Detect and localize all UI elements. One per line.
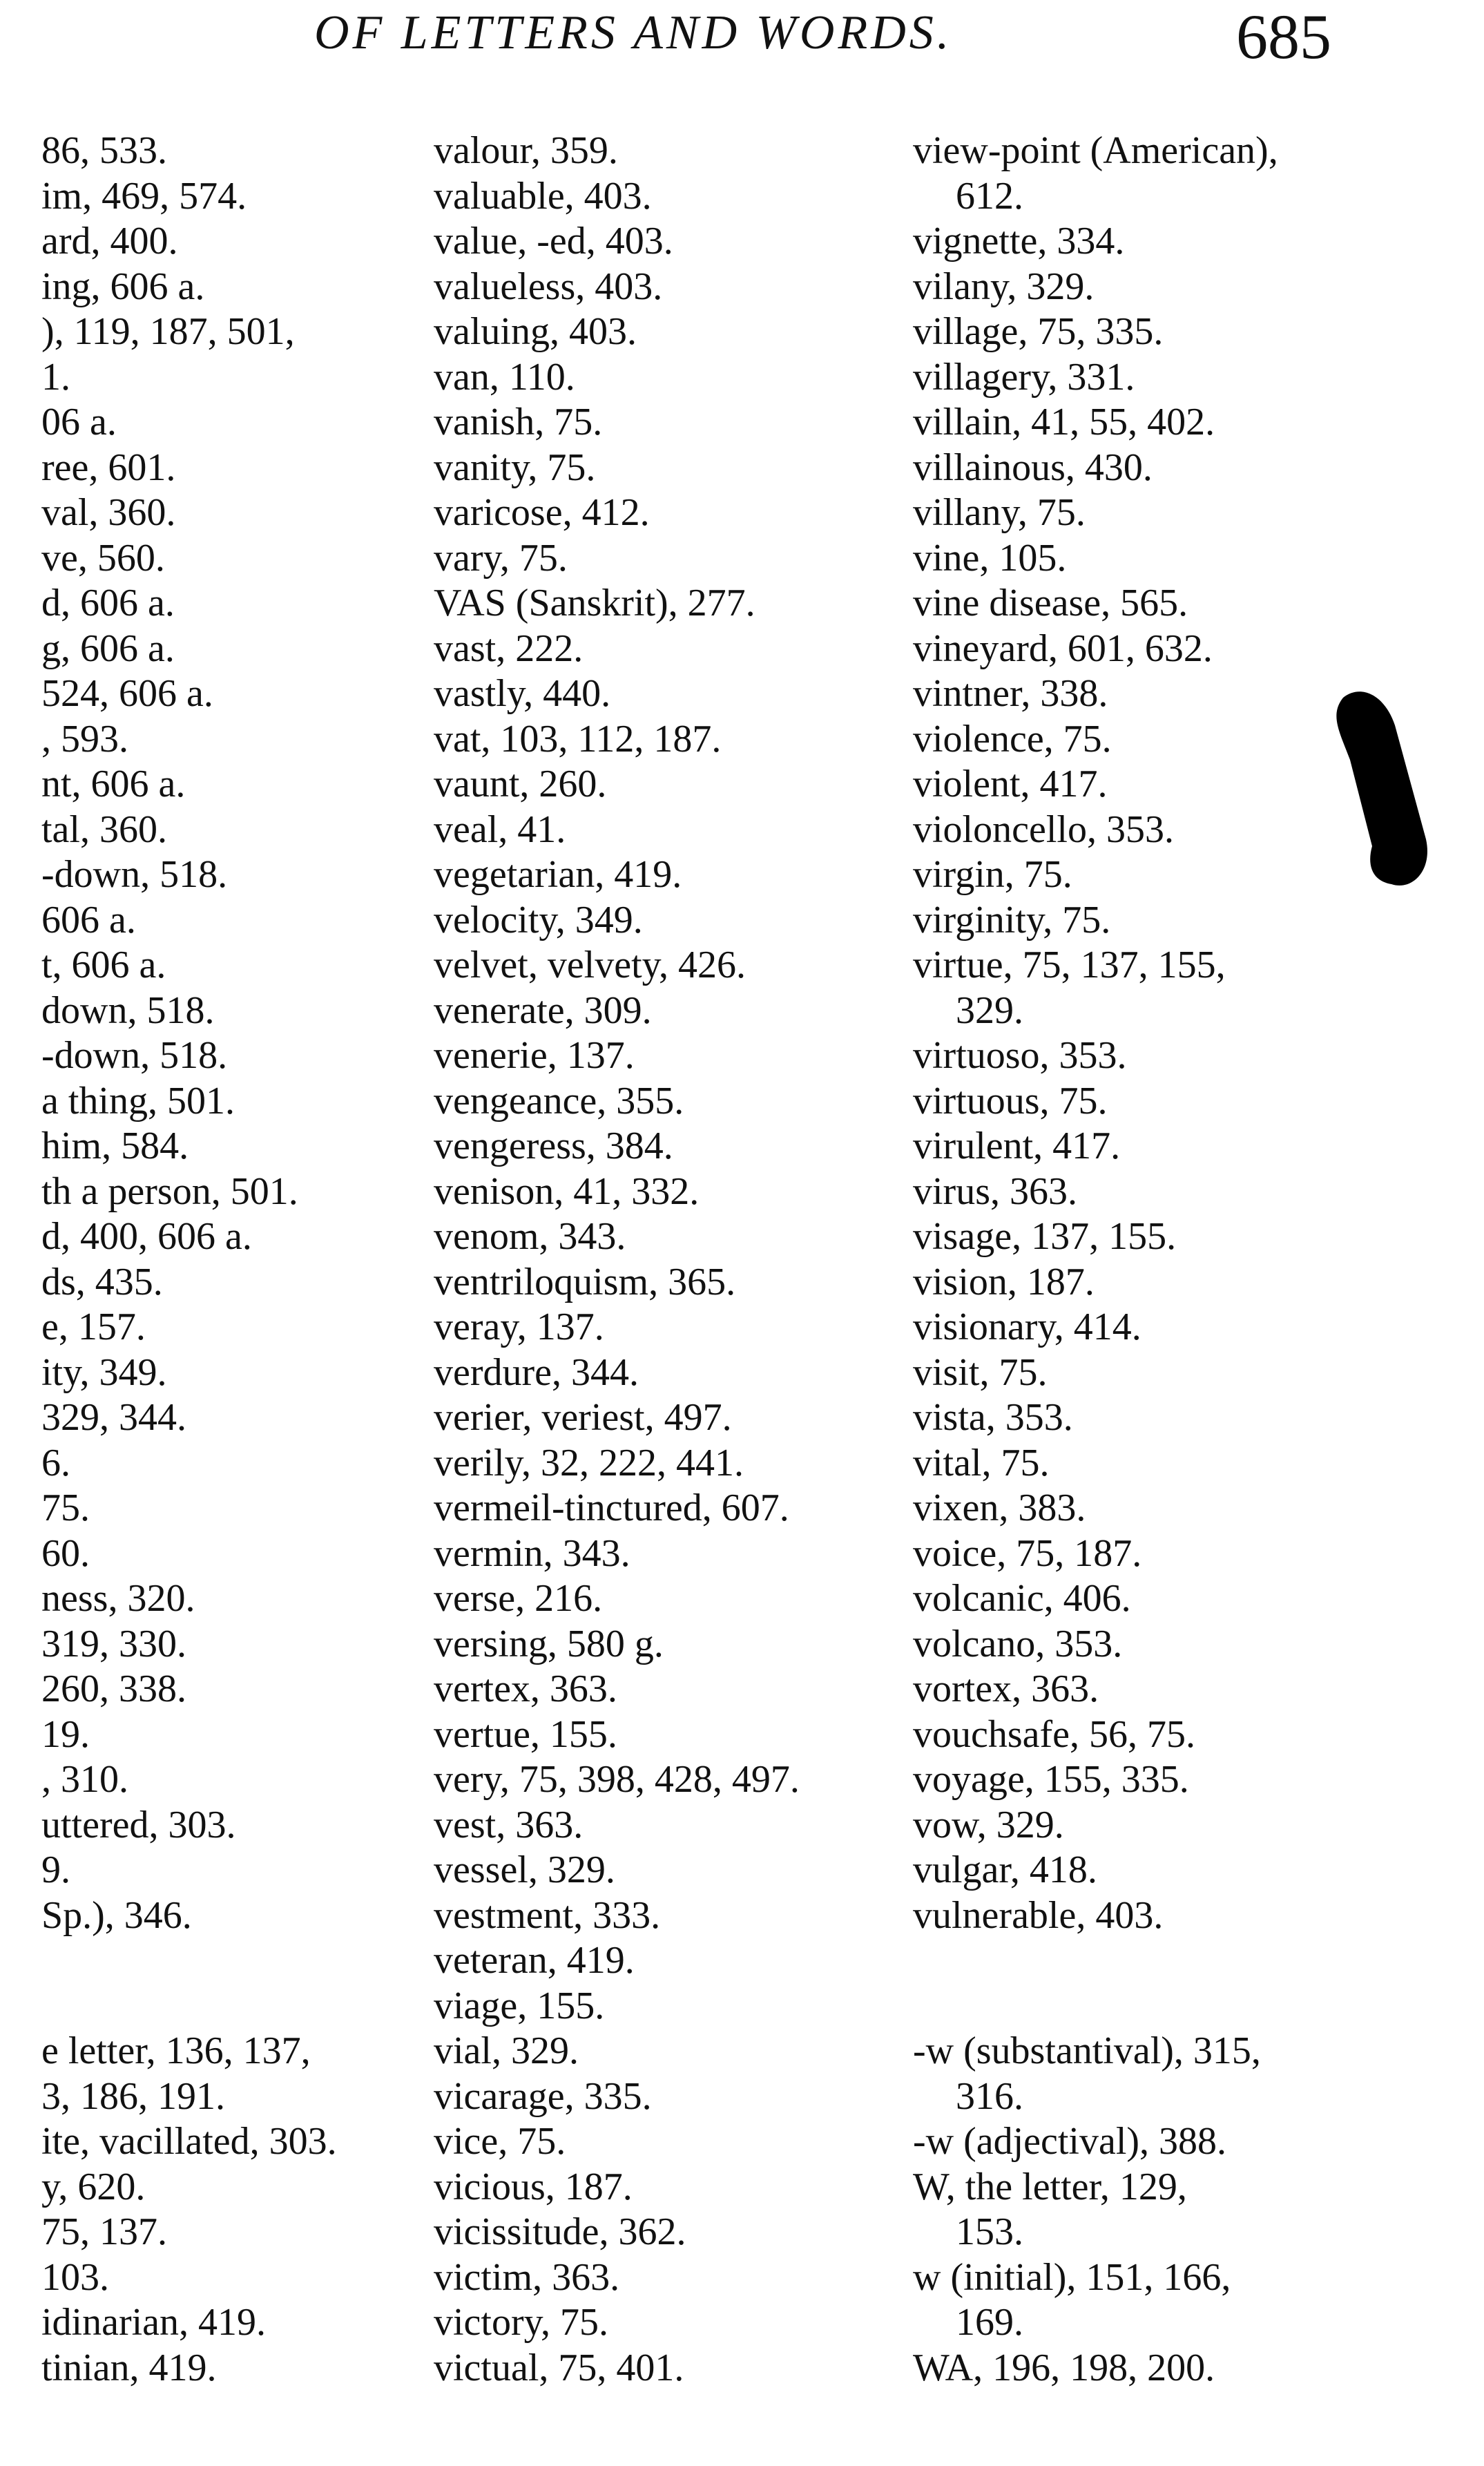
index-entry: vixen, 383. xyxy=(913,1487,1086,1529)
index-entry: valueless, 403. xyxy=(434,265,663,308)
ink-blot-mark xyxy=(1329,684,1429,891)
index-entry: 260, 338. xyxy=(41,1667,186,1710)
index-entry: virus, 363. xyxy=(913,1169,1077,1213)
index-entry: vengeance, 355. xyxy=(434,1079,684,1122)
index-entry: victual, 75, 401. xyxy=(434,2346,684,2389)
index-entry: idinarian, 419. xyxy=(41,2301,267,2344)
index-entry: vista, 353. xyxy=(913,1396,1073,1439)
index-entry: verdure, 344. xyxy=(434,1350,639,1394)
index-entry: WA, 196, 198, 200. xyxy=(913,2346,1215,2389)
index-entry: 06 a. xyxy=(41,401,117,443)
index-entry: vicious, 187. xyxy=(434,2165,633,2208)
running-head-title: OF LETTERS AND WORDS. xyxy=(314,6,953,59)
index-entry: venom, 343. xyxy=(434,1215,626,1258)
index-entry: 153. xyxy=(956,2210,1023,2253)
index-entry: ite, vacillated, 303. xyxy=(41,2120,337,2163)
index-entry: ve, 560. xyxy=(41,536,165,580)
index-entry: vine, 105. xyxy=(913,536,1067,580)
index-entry: 86, 533. xyxy=(41,129,167,172)
index-entry: 19. xyxy=(41,1712,90,1756)
index-entry: w (initial), 151, 166, xyxy=(913,2255,1231,2299)
index-entry: virulent, 417. xyxy=(913,1125,1121,1167)
index-entry: vanish, 75. xyxy=(434,401,603,443)
index-entry: visage, 137, 155. xyxy=(913,1215,1177,1258)
index-entry: vicarage, 335. xyxy=(434,2074,652,2118)
index-entry: versing, 580 g. xyxy=(434,1622,664,1665)
index-entry: 612. xyxy=(956,174,1023,218)
index-entry: Sp.), 346. xyxy=(41,1893,192,1937)
index-entry: vital, 75. xyxy=(913,1441,1050,1484)
index-entry: 329, 344. xyxy=(41,1396,186,1439)
index-entry: vortex, 363. xyxy=(913,1667,1099,1710)
index-entry: vilany, 329. xyxy=(913,265,1095,308)
index-entry: 319, 330. xyxy=(41,1622,186,1665)
index-entry: virtuoso, 353. xyxy=(913,1034,1127,1077)
index-spacer xyxy=(41,1938,428,1984)
index-entry: uttered, 303. xyxy=(41,1803,236,1846)
index-entry: y, 620. xyxy=(41,2165,146,2208)
index-entry: vermeil-tinctured, 607. xyxy=(434,1487,789,1529)
index-entry: violent, 417. xyxy=(913,763,1108,805)
index-entry: vouchsafe, 56, 75. xyxy=(913,1712,1196,1756)
index-entry: vanity, 75. xyxy=(434,446,596,489)
index-entry: th a person, 501. xyxy=(41,1169,298,1213)
index-entry: veal, 41. xyxy=(434,807,566,851)
index-entry: virtue, 75, 137, 155, xyxy=(913,944,1226,986)
index-entry: 9. xyxy=(41,1848,70,1891)
index-entry: d, 606 a. xyxy=(41,582,175,624)
index-entry: W, the letter, 129, xyxy=(913,2165,1187,2208)
index-entry: view-point (American), xyxy=(913,129,1278,172)
index-column-left xyxy=(41,128,428,2391)
index-entry: victim, 363. xyxy=(434,2255,620,2299)
index-entry: im, 469, 574. xyxy=(41,174,247,218)
index-entry: -down, 518. xyxy=(41,1034,228,1077)
index-entry: vignette, 334. xyxy=(913,220,1125,262)
index-spacer xyxy=(913,1984,1355,2029)
index-entry: him, 584. xyxy=(41,1125,189,1167)
index-column-middle xyxy=(434,128,889,2391)
index-entry: vengeress, 384. xyxy=(434,1125,673,1167)
index-entry: vast, 222. xyxy=(434,627,584,670)
index-entry: val, 360. xyxy=(41,491,176,534)
index-entry: varicose, 412. xyxy=(434,491,650,534)
index-entry: vertue, 155. xyxy=(434,1712,617,1756)
index-entry: -w (adjectival), 388. xyxy=(913,2120,1227,2163)
index-entry: venerate, 309. xyxy=(434,988,652,1032)
index-entry: victory, 75. xyxy=(434,2301,608,2344)
index-entry: village, 75, 335. xyxy=(913,310,1164,353)
index-entry: vulnerable, 403. xyxy=(913,1893,1164,1937)
index-entry: voice, 75, 187. xyxy=(913,1531,1142,1575)
index-entry: villany, 75. xyxy=(913,491,1086,534)
index-entry: vertex, 363. xyxy=(434,1667,617,1710)
index-entry: ), 119, 187, 501, xyxy=(41,310,295,353)
index-entry: venison, 41, 332. xyxy=(434,1169,700,1213)
index-entry: very, 75, 398, 428, 497. xyxy=(434,1758,800,1801)
index-entry: veteran, 419. xyxy=(434,1939,635,1982)
index-entry: vision, 187. xyxy=(913,1260,1095,1303)
index-entry: vest, 363. xyxy=(434,1803,584,1846)
index-entry: 3, 186, 191. xyxy=(41,2074,225,2118)
index-entry: 75, 137. xyxy=(41,2210,167,2253)
index-entry: 169. xyxy=(956,2301,1023,2344)
index-entry: ness, 320. xyxy=(41,1577,195,1620)
index-entry: velocity, 349. xyxy=(434,898,643,942)
index-entry: vessel, 329. xyxy=(434,1848,615,1891)
index-spacer xyxy=(913,1938,1355,1984)
index-entry: vintner, 338. xyxy=(913,672,1108,715)
index-entry: virgin, 75. xyxy=(913,853,1072,896)
index-entry: villainous, 430. xyxy=(913,446,1153,489)
index-entry: -down, 518. xyxy=(41,853,228,896)
index-entry: valuing, 403. xyxy=(434,310,637,353)
index-entry: villagery, 331. xyxy=(913,355,1135,399)
index-entry: ard, 400. xyxy=(41,220,178,262)
index-entry: verse, 216. xyxy=(434,1577,603,1620)
index-entry: vulgar, 418. xyxy=(913,1848,1097,1891)
index-entry: nt, 606 a. xyxy=(41,763,186,805)
index-entry: 60. xyxy=(41,1531,90,1575)
index-entry: volcano, 353. xyxy=(913,1622,1123,1665)
index-entry: valuable, 403. xyxy=(434,174,652,218)
index-entry: valour, 359. xyxy=(434,129,618,172)
index-entry: villain, 41, 55, 402. xyxy=(913,401,1215,443)
index-entry: vow, 329. xyxy=(913,1803,1064,1846)
index-entry: ing, 606 a. xyxy=(41,265,205,308)
index-entry: vaunt, 260. xyxy=(434,763,607,805)
index-entry: vicissitude, 362. xyxy=(434,2210,686,2253)
index-entry: vice, 75. xyxy=(434,2120,566,2163)
index-entry: , 593. xyxy=(41,717,128,761)
index-entry: a thing, 501. xyxy=(41,1079,235,1122)
index-entry: vermin, 343. xyxy=(434,1531,630,1575)
index-entry: t, 606 a. xyxy=(41,944,166,986)
index-entry: down, 518. xyxy=(41,988,215,1032)
index-entry: tinian, 419. xyxy=(41,2346,217,2389)
index-entry: viage, 155. xyxy=(434,1984,605,2027)
page-number: 685 xyxy=(1236,1,1331,72)
index-entry: visionary, 414. xyxy=(913,1306,1141,1348)
index-entry: vat, 103, 112, 187. xyxy=(434,717,722,761)
index-entry: van, 110. xyxy=(434,355,575,399)
index-entry: violence, 75. xyxy=(913,717,1112,761)
index-entry: virtuous, 75. xyxy=(913,1079,1108,1122)
index-entry: ds, 435. xyxy=(41,1260,163,1303)
index-entry: veray, 137. xyxy=(434,1306,604,1348)
index-spacer xyxy=(41,1984,428,2029)
index-entry: venerie, 137. xyxy=(434,1034,635,1077)
index-entry: verily, 32, 222, 441. xyxy=(434,1441,744,1484)
index-entry: ity, 349. xyxy=(41,1350,167,1394)
index-entry: 606 a. xyxy=(41,898,136,942)
index-entry: ventriloquism, 365. xyxy=(434,1260,736,1303)
index-entry: 6. xyxy=(41,1441,70,1484)
index-entry: 75. xyxy=(41,1487,90,1529)
index-entry: 316. xyxy=(956,2074,1023,2118)
index-entry: 524, 606 a. xyxy=(41,672,213,715)
index-entry: tal, 360. xyxy=(41,807,167,851)
index-entry: 103. xyxy=(41,2255,109,2299)
index-entry: 329. xyxy=(956,988,1023,1032)
index-entry: vestment, 333. xyxy=(434,1893,661,1937)
index-entry: , 310. xyxy=(41,1758,128,1801)
index-entry: visit, 75. xyxy=(913,1350,1048,1394)
index-entry: 1. xyxy=(41,355,70,399)
index-entry: vary, 75. xyxy=(434,536,568,580)
index-entry: g, 606 a. xyxy=(41,627,175,670)
index-entry: volcanic, 406. xyxy=(913,1577,1131,1620)
index-entry: vastly, 440. xyxy=(434,672,611,715)
index-entry: violoncello, 353. xyxy=(913,807,1174,851)
index-entry: e, 157. xyxy=(41,1306,146,1348)
index-entry: vial, 329. xyxy=(434,2029,579,2072)
index-entry: VAS (Sanskrit), 277. xyxy=(434,582,755,624)
index-entry: virginity, 75. xyxy=(913,898,1111,942)
index-entry: vine disease, 565. xyxy=(913,582,1188,624)
index-entry: velvet, velvety, 426. xyxy=(434,944,746,986)
index-entry: -w (substantival), 315, xyxy=(913,2029,1261,2072)
index-entry: verier, veriest, 497. xyxy=(434,1396,732,1439)
index-entry: voyage, 155, 335. xyxy=(913,1758,1189,1801)
index-entry: value, -ed, 403. xyxy=(434,220,673,262)
index-column-right xyxy=(913,128,1355,2391)
index-entry: e letter, 136, 137, xyxy=(41,2029,311,2072)
index-entry: vineyard, 601, 632. xyxy=(913,627,1213,670)
index-entry: d, 400, 606 a. xyxy=(41,1215,252,1258)
index-entry: ree, 601. xyxy=(41,446,176,489)
index-entry: vegetarian, 419. xyxy=(434,853,682,896)
